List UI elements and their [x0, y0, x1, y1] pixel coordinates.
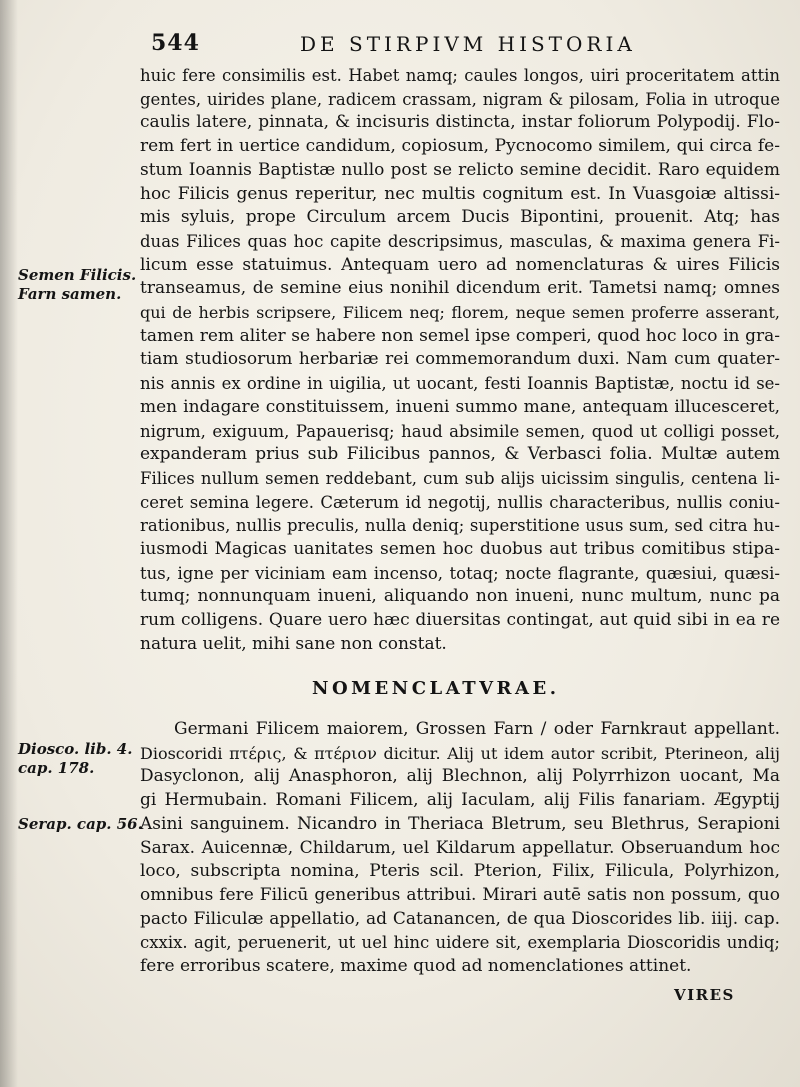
text-line: pacto Filiculæ appellatio, ad Catanancen, de qua Dioscorides lib. iiij. cap. [140, 908, 780, 929]
paragraph-nomenclature [140, 718, 780, 979]
margin-note-line: Serap. cap. 56. [18, 815, 143, 833]
text-line: licum esse statuimus. Antequam uero ad nomenclaturas & uires Filicis [140, 254, 780, 275]
text-line: expanderam prius sub Filicibus pannos, & Verbasci folia. Multæ autem [140, 444, 780, 465]
text-line: rationibus, nullis preculis, nulla deniq; superstitione usus sum, sed citra hu- [140, 516, 780, 536]
section-heading-nomenclature: NOMENCLATVRAE. [312, 678, 560, 699]
text-line: Sarax. Auicennæ, Childarum, uel Kildarum appellatur. Obseruandum hoc [140, 837, 780, 858]
text-line: cxxix. agit, peruenerit, ut uel hinc uidere sit, exemplaria Dioscoridis undiq; [140, 933, 780, 953]
text-line: omnibus fere Filicū generibus attribui. Mirari autē satis non possum, quo [140, 884, 780, 905]
text-line: hoc Filicis genus reperitur, nec multis cognitum est. In Vuasgoiæ altissi- [140, 183, 780, 204]
text-line: Asini sanguinem. Nicandro in Theriaca Bletrum, seu Blethrus, Serapioni [140, 813, 780, 834]
page-number: 544 [151, 30, 200, 56]
text-line: iusmodi Magicas uanitates semen hoc duobus aut tribus comitibus stipa- [140, 539, 780, 560]
margin-note-line: Farn samen. [18, 285, 122, 303]
paragraph-description [140, 64, 780, 657]
text-line: men indagare constituissem, inueni summo mane, antequam illucesceret, [140, 396, 780, 417]
text-line: tiam studiosorum herbariæ rei commemorandum duxi. Nam cum quater- [140, 349, 780, 370]
text-line: gi Hermubain. Romani Filicem, alij Iaculam, alij Filis fanariam. Ægyptij [140, 790, 780, 811]
text-line: qui de herbis scripsere, Filicem neq; florem, neque semen proferre asserant, [140, 303, 780, 323]
text-line: fere erroribus scatere, maxime quod ad nomenclationes attinet. [140, 956, 692, 977]
text-line: rem fert in uertice candidum, copiosum, Pycnocomo similem, qui circa fe- [140, 136, 780, 157]
binding-shadow [0, 0, 18, 1087]
text-line: mis syluis, prope Circulum arcem Ducis Bipontini, prouenit. Atq; has [140, 207, 780, 228]
text-line: nigrum, exiguum, Papauerisq; haud absimile semen, quod ut colligi posset, [140, 421, 780, 441]
text-line: duas Filices quas hoc capite descripsimus, masculas, & maxima genera Fi- [140, 231, 780, 251]
running-title: DE STIRPIVM HISTORIA [300, 32, 636, 56]
text-line: loco, subscripta nomina, Pteris scil. Pterion, Filix, Filicula, Polyrhizon, [140, 861, 780, 882]
text-line: natura uelit, mihi sane non constat. [140, 633, 447, 654]
text-line: tus, igne per viciniam eam incenso, totaq; nocte flagrante, quæsiui, quæsi- [140, 563, 780, 583]
text-line: Dioscoridi πτέρις, & πτέριον dicitur. Alij ut idem autor scribit, Pterineon, alij [140, 743, 780, 763]
text-line: tamen rem aliter se habere non semel ipse comperi, quod hoc loco in gra- [140, 325, 780, 346]
text-line: Dasyclonon, alij Anasphoron, alij Blechnon, alij Polyrrhizon uocant, Ma [140, 766, 780, 787]
text-line: nis annis ex ordine in uigilia, ut uocant, festi Ioannis Baptistæ, noctu id se- [140, 374, 780, 394]
text-line: gentes, uirides plane, radicem crassam, nigram & pilosam, Folia in utroque [140, 89, 780, 109]
margin-note-line: cap. 178. [18, 759, 95, 777]
margin-note-line: Semen Filicis. [18, 266, 137, 284]
text-line: rum colligens. Quare uero hæc diuersitas contingat, aut quid sibi in ea re [140, 610, 780, 631]
text-line: transeamus, de semine eius nonihil dicendum erit. Tametsi namq; omnes [140, 278, 780, 299]
margin-note-serapio [18, 815, 143, 834]
text-line: caulis latere, pinnata, & incisuris distincta, instar foliorum Polypodij. Flo- [140, 112, 780, 133]
margin-note-line: Diosco. lib. 4. [18, 740, 133, 758]
text-line: Germani Filicem maiorem, Grossen Farn / oder Farnkraut appellant. [174, 719, 780, 739]
margin-note-dioscorides [18, 740, 136, 778]
text-line: tumq; nonnunquam inueni, aliquando non inueni, nunc multum, nunc pa [140, 586, 780, 607]
text-line: stum Ioannis Baptistæ nullo post se relicto semine decidit. Raro equidem [140, 159, 780, 180]
text-line: Filices nullum semen reddebant, cum sub alijs uicissim singulis, centena li- [140, 468, 780, 488]
margin-note-semen [18, 266, 136, 304]
text-line: ceret semina legere. Cæterum id negotij, nullis characteribus, nullis coniu- [140, 492, 780, 512]
catchword: VIRES [674, 986, 735, 1004]
text-line: huic fere consimilis est. Habet namq; caules longos, uiri proceritatem attin [140, 66, 780, 85]
